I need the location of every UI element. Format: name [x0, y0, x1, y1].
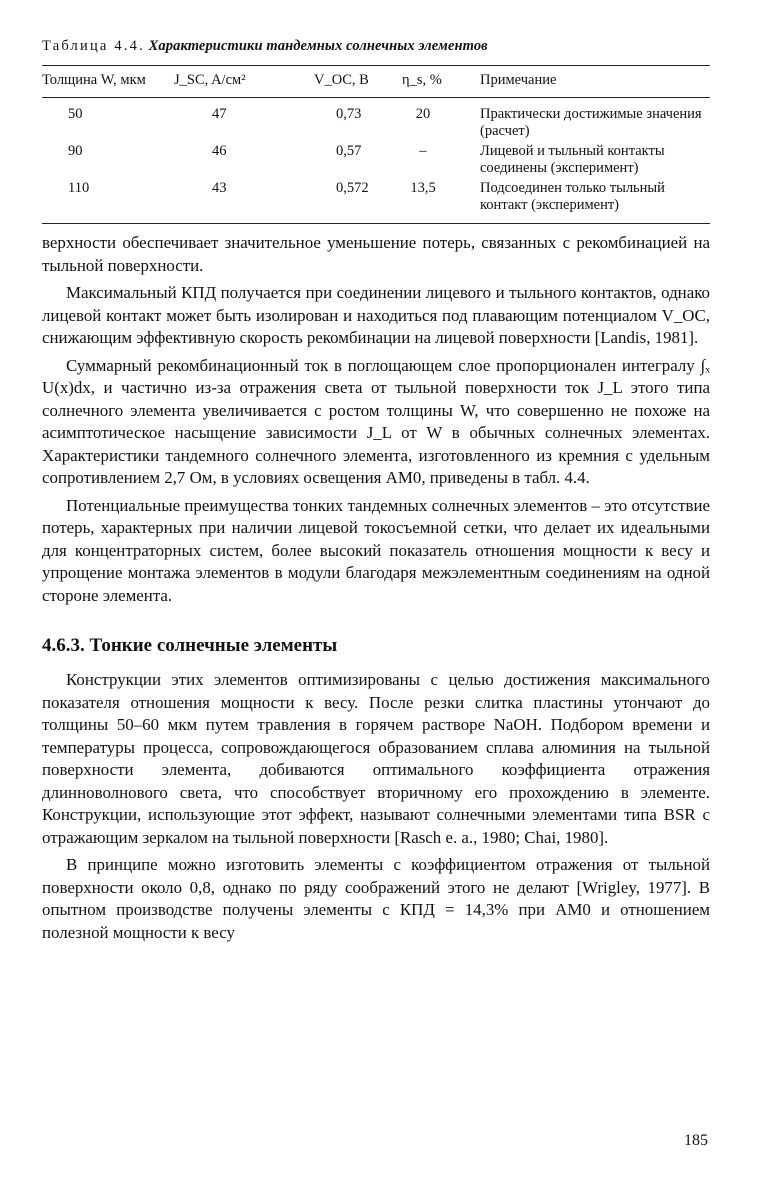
cell-voc: 0,73: [336, 106, 362, 122]
cell-jsc: 46: [212, 143, 227, 159]
paragraph: верхности обеспечивает значительное уменьшение потерь, связанных с рекомбинацией на тыльной поверхности.: [42, 233, 710, 275]
cell-jsc: 43: [212, 180, 227, 196]
paragraph: В принципе можно изготовить элементы с коэффициентом отражения от тыльной поверхности около 0,8, однако по ряду соображений этого не делают [Wrigley, 1977]. В опытном производстве получены элементы с КПД = 14,3% при AM0 и отношением полезной мощности к весу: [42, 855, 710, 942]
cell-voc: 0,57: [336, 143, 362, 159]
cell-efficiency: 13,5: [410, 180, 436, 196]
table-bottom-rule: [42, 223, 710, 224]
paragraph: Суммарный рекомбинационный ток в поглощающем слое пропорционален интегралу ∫ₓ U(x)dx, и частично из-за отражения света от тыльной поверхности ток J_L этого типа солнечного элемента увеличивается с ростом толщины W, что совершенно не похоже на асимптотическое насыщение зависимости J_L от W в обычных солнечных элементах. Характеристики тандемного солнечного элемента, изготовленного из кремния с удельным сопротивлением 2,7 Ом, в условиях освещения AM0, приведены в табл. 4.4.: [42, 355, 710, 487]
cell-jsc: 47: [212, 106, 227, 122]
cell-thickness: 50: [68, 106, 83, 122]
paragraph: Максимальный КПД получается при соединении лицевого и тыльного контактов, однако лицевой контакт может быть изолирован и находиться под плавающим потенциалом V_OC, снижающим эффективную скорость рекомбинации на лицевой поверхности [Landis, 1981].: [42, 283, 710, 347]
header-note: Примечание: [480, 72, 557, 88]
table-header-rule: [42, 97, 710, 98]
body-text: [42, 232, 710, 607]
cell-voc: 0,572: [336, 180, 369, 196]
table-caption: [42, 38, 710, 55]
cell-efficiency: –: [419, 143, 427, 159]
table-caption-title: Характеристики тандемных солнечных элементов: [148, 38, 488, 54]
cell-thickness: 110: [68, 180, 90, 196]
header-voc: V_OC, В: [314, 72, 369, 88]
paragraph: Потенциальные преимущества тонких тандемных солнечных элементов – это отсутствие потерь, характерных при наличии лицевой токосъемной сетки, что делает их идеальными для концентраторных систем, более высокий показатель отношения мощности к весу и упрощение монтажа элементов в модули благодаря межэлементным соединениям на одной стороне элемента.: [42, 495, 710, 605]
characteristics-table: [42, 66, 710, 217]
header-thickness: Толщина W, мкм: [42, 72, 146, 88]
header-jsc: J_SC, A/см²: [174, 72, 246, 88]
cell-note: Лицевой и тыльный контакты соединены (эксперимент): [480, 143, 665, 176]
cell-thickness: 90: [68, 143, 83, 159]
table-caption-label: Таблица 4.4.: [42, 38, 145, 54]
page-content: [42, 38, 710, 944]
table-row: [42, 143, 710, 180]
table-header-row: [42, 66, 710, 97]
section-body: [42, 669, 710, 944]
cell-efficiency: 20: [415, 106, 431, 122]
cell-note: Подсоединен только тыльный контакт (эксперимент): [480, 180, 665, 213]
table-row: [42, 106, 710, 143]
section-heading: 4.6.3. Тонкие солнечные элементы: [42, 635, 338, 656]
table-row: [42, 180, 710, 217]
page-number: 185: [684, 1132, 708, 1149]
header-efficiency: η_s, %: [402, 72, 442, 88]
cell-note: Практически достижимые значения (расчет): [480, 106, 702, 139]
paragraph: Конструкции этих элементов оптимизированы с целью достижения максимального показателя отношения мощности к весу. После резки слитка пластины утончают до толщины 50–60 мкм путем травления в горячем растворе NaOH. Подбором времени и температуры процесса, сопровождающегося образованием сплава алюминия на тыльной поверхности элемента, добиваются оптимального коэффициента отражения длинноволнового света, что способствует вторичному его прохождению в элементе. Конструкции, использующие этот эффект, называют солнечными элементами типа BSR с отражающим зеркалом на тыльной поверхности [Rasch e. a., 1980; Chai, 1980].: [42, 670, 710, 847]
